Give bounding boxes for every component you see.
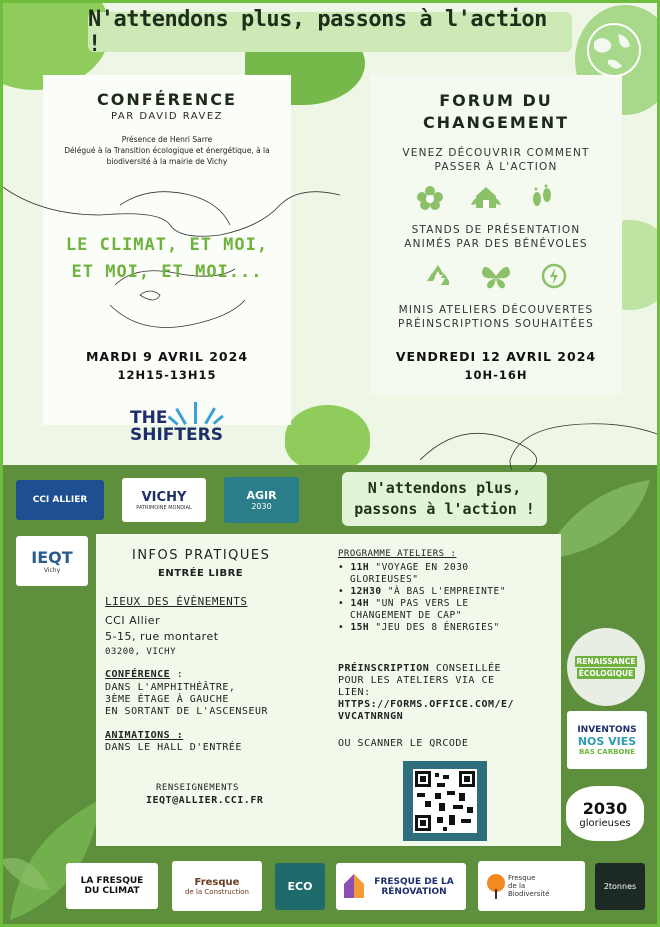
animations-label: ANIMATIONS : xyxy=(105,730,184,741)
sunrise-icon xyxy=(168,402,228,426)
programme-item-cont: GLORIEUSES" xyxy=(350,574,419,585)
cta-line1: N'attendons plus, xyxy=(367,479,522,497)
eco-label: ECO xyxy=(287,880,313,893)
entry-free: ENTRÉE LIBRE xyxy=(158,568,244,579)
conference-presence-1: Présence de Henri Sarre xyxy=(121,135,213,144)
footprints-icon xyxy=(525,183,559,213)
fresque-climat-line1: LA FRESQUE xyxy=(80,876,144,886)
prereg-line2: POUR LES ATELIERS VIA CE xyxy=(338,675,495,686)
conference-date: MARDI 9 AVRIL 2024 xyxy=(85,349,249,364)
shifters-line2: SHIFTERS xyxy=(130,425,223,445)
inventons-line1: INVENTONS xyxy=(577,724,637,735)
cci-allier-logo xyxy=(16,480,104,520)
conf-location-line2: 3ÈME ÉTAGE À GAUCHE xyxy=(105,694,229,705)
fresque-construction-logo xyxy=(172,861,262,911)
ieqt-label: IEQT xyxy=(31,548,73,567)
cci-allier-label: CCI ALLIER xyxy=(32,495,88,505)
fresque-climat-line2: DU CLIMAT xyxy=(84,886,140,896)
talk-title-line1: LE CLIMAT, ET MOI, xyxy=(65,235,269,255)
construction-line1: Fresque xyxy=(194,876,240,888)
contact-label: RENSEIGNEMENTS xyxy=(156,783,239,793)
forum-time: 10H-16H xyxy=(464,368,528,382)
earth-plant-icon xyxy=(578,20,650,80)
conf-location-line1: DANS L'AMPHITHÉÂTRE, xyxy=(105,682,236,693)
vichy-sub-label: PATRIMOINE MONDIAL xyxy=(136,504,192,511)
cta-line2: passons à l'action ! xyxy=(354,500,535,518)
glorieuses-word: glorieuses xyxy=(579,817,631,829)
registration-link-line2[interactable]: VVCATNRNGN xyxy=(338,711,404,722)
agir-2030-logo xyxy=(224,477,299,523)
decorative-swirl xyxy=(420,410,660,470)
biodiv-line1: Fresque xyxy=(508,874,536,882)
headline: N'attendons plus, passons à l'action ! xyxy=(88,7,547,57)
biodiv-line3: Biodiversité xyxy=(508,890,550,898)
2tonnes-logo xyxy=(595,863,645,910)
conference-speaker: PAR DAVID RAVEZ xyxy=(110,111,223,122)
energy-cycle-icon xyxy=(537,261,571,291)
forum-stands-line2: ANIMÉS PAR DES BÉNÉVOLES xyxy=(404,238,588,250)
glorieuses-year: 2030 xyxy=(582,798,628,818)
renaissance-ecologique-logo xyxy=(567,628,645,706)
construction-line2: de la Construction xyxy=(184,887,249,896)
conference-location-label: CONFÉRENCE xyxy=(105,669,171,680)
fresque-du-climat-logo xyxy=(66,863,158,909)
biodiv-line2: de la xyxy=(508,882,526,890)
programme-item: • 12H30 "À BAS L'EMPREINTE" xyxy=(338,586,506,597)
recycle-icon xyxy=(421,261,455,291)
inventons-line3: BAS CARBONE xyxy=(578,747,636,756)
prereg-line3: LIEN: xyxy=(338,687,371,698)
venue-name: CCI Allier xyxy=(105,614,161,627)
contact-email[interactable]: IEQT@ALLIER.CCI.FR xyxy=(146,795,264,806)
agir-label: AGIR xyxy=(246,489,277,502)
registration-link-line1[interactable]: HTTPS://FORMS.OFFICE.COM/E/ xyxy=(338,699,515,710)
ieqt-logo xyxy=(16,536,88,586)
eco-logo xyxy=(275,863,325,910)
forum-stands-line1: STANDS DE PRÉSENTATION xyxy=(411,224,581,236)
programme-item: • 15H "JEU DES 8 ÉNERGIES" xyxy=(338,622,500,633)
forum-workshops-line1: MINIS ATELIERS DÉCOUVERTES xyxy=(398,304,594,316)
forum-date: VENDREDI 12 AVRIL 2024 xyxy=(395,349,597,364)
programme-item: • 11H "VOYAGE EN 2030 xyxy=(338,562,469,573)
renaissance-line1: RENAISSANCE xyxy=(576,656,636,666)
conference-presence-2: Délégué à la Transition écologique et énergétique, à la xyxy=(64,146,270,155)
prereg-bold: PRÉINSCRIPTION xyxy=(338,663,430,674)
renaissance-line2: ÉCOLOGIQUE xyxy=(578,668,634,678)
prereg-line1: CONSEILLÉE xyxy=(429,663,502,674)
programme-list xyxy=(338,562,506,634)
conf-location-line3: EN SORTANT DE L'ASCENSEUR xyxy=(105,706,269,717)
tonnes-label: 2tonnes xyxy=(603,882,637,891)
infos-title: INFOS PRATIQUES xyxy=(132,548,271,563)
conference-location-colon: : xyxy=(170,669,184,680)
conference-time: 12H15-13H15 xyxy=(117,368,217,382)
forum-workshops-line2: PRÉINSCRIPTIONS SOUHAITÉES xyxy=(398,318,594,330)
animations-location: DANS LE HALL D'ENTRÉE xyxy=(105,742,242,753)
tree-icon xyxy=(484,873,508,899)
butterfly-icon xyxy=(479,261,513,291)
renovation-line2: RÉNOVATION xyxy=(381,886,447,897)
call-to-action-box xyxy=(342,472,547,526)
venue-city: 03200, VICHY xyxy=(105,647,177,657)
house-leaves-icon xyxy=(469,183,503,213)
the-shifters-logo xyxy=(130,410,223,444)
fresque-biodiversite-logo xyxy=(478,861,585,911)
renovation-line1: FRESQUE DE LA xyxy=(374,876,454,887)
inventons-nos-vies-logo xyxy=(567,711,647,769)
2030-glorieuses-logo xyxy=(566,786,644,841)
places-title: LIEUX DES ÉVÈNEMENTS xyxy=(105,595,248,608)
conference-title: CONFÉRENCE xyxy=(97,90,237,109)
qr-code[interactable] xyxy=(403,761,487,841)
or-scan-qrcode: OU SCANNER LE QRCODE xyxy=(338,738,469,749)
ieqt-sub-label: Vichy xyxy=(43,567,61,574)
forum-intro-line2: PASSER À L'ACTION xyxy=(434,161,558,173)
flower-icon xyxy=(413,183,447,213)
programme-title: PROGRAMME ATELIERS : xyxy=(338,549,457,559)
talk-title-line2: ET MOI, ET MOI... xyxy=(71,262,263,282)
fresque-renovation-logo xyxy=(336,863,466,910)
programme-item-cont: CHANGEMENT DE CAP" xyxy=(350,610,462,621)
forum-intro-line1: VENEZ DÉCOUVRIR COMMENT xyxy=(402,147,590,159)
agir-year: 2030 xyxy=(251,502,272,511)
house-icon xyxy=(342,872,366,900)
vichy-logo xyxy=(122,478,206,522)
shifters-line1: THE xyxy=(130,408,168,428)
qr-code-pattern-icon xyxy=(413,769,477,833)
programme-item: • 14H "UN PAS VERS LE xyxy=(338,598,469,609)
venue-street: 5-15, rue montaret xyxy=(105,630,219,643)
headline-banner xyxy=(88,7,572,57)
decorative-blob xyxy=(285,405,370,470)
forum-title-line2: CHANGEMENT xyxy=(422,113,570,132)
practical-info-box xyxy=(96,534,561,846)
forum-title-line1: FORUM DU xyxy=(439,91,553,110)
conference-presence-3: biodiversité à la mairie de Vichy xyxy=(106,157,228,166)
inventons-line2: NOS VIES xyxy=(577,734,637,748)
vichy-label: VICHY xyxy=(141,489,187,505)
